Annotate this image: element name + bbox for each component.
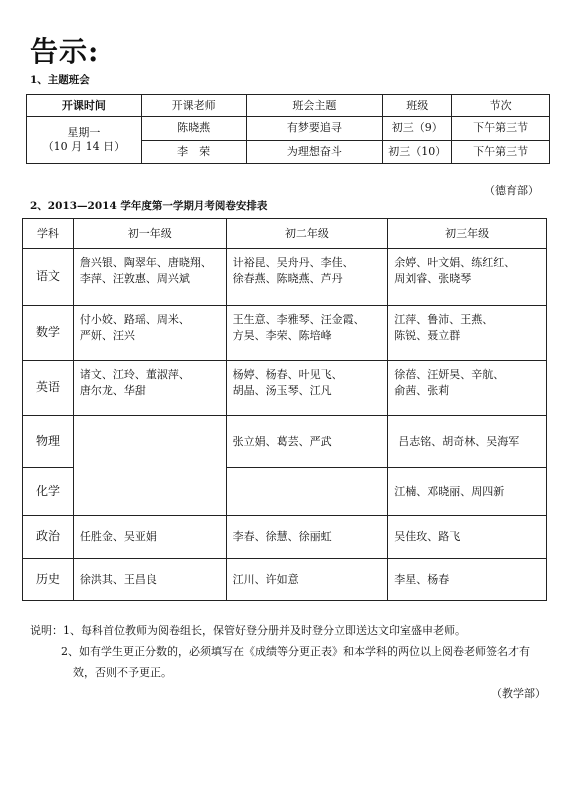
teacher-line: 俞茜、张莉 — [394, 383, 450, 397]
grading-schedule-table — [22, 218, 547, 601]
teacher-line: 李萍、汪敦惠、周兴斌 — [79, 271, 190, 285]
class-cell: 初三（10） — [383, 140, 452, 164]
grade1-cell — [73, 249, 226, 306]
header-cell: 学科 — [23, 219, 74, 249]
grade2-cell — [226, 249, 388, 306]
teacher-line: 唐尔龙、华甜 — [79, 383, 146, 397]
header-cell: 初三年级 — [388, 219, 547, 249]
header-cell: 初一年级 — [73, 219, 226, 249]
grade1-cell — [73, 306, 226, 361]
grade1-cell — [73, 361, 226, 416]
date-text: （10 月 14 日） — [42, 140, 126, 153]
subject-cell: 物理 — [23, 416, 74, 468]
teacher-line: 江萍、鲁沛、王燕、 — [394, 313, 494, 326]
note-item-continued: 效，否则不予更正。 — [73, 666, 172, 679]
time-cell — [27, 117, 142, 164]
teacher-line: 计裕昆、吴舟丹、李佳、 — [232, 256, 354, 269]
teacher-line: 周刘睿、张晓琴 — [394, 271, 472, 285]
subject-cell: 语文 — [23, 249, 74, 306]
section2-heading: 2、2013—2014 学年度第一学期月考阅卷安排表 — [30, 200, 268, 212]
teacher-line: 陈锐、聂立群 — [394, 328, 461, 342]
grade2-cell: 张立娟、葛芸、严武 — [226, 416, 388, 468]
teacher-line: 付小姣、路瑶、周米、 — [79, 313, 190, 326]
note-row — [30, 620, 550, 641]
table-header-row — [27, 95, 550, 117]
topic-cell: 为理想奋斗 — [246, 140, 383, 164]
teacher-line: 詹兴银、陶翠年、唐晓翔、 — [79, 256, 212, 269]
table-row — [27, 117, 550, 141]
grade2-cell — [226, 306, 388, 361]
moral-dept-signature: （德育部） — [484, 184, 539, 197]
teacher-cell: 陈晓燕 — [141, 117, 246, 141]
period-cell: 下午第三节 — [452, 140, 550, 164]
grade1-cell: 任胜金、吴亚娟 — [73, 516, 226, 559]
note-item: 1、每科首位教师为阅卷组长，保管好登分册并及时登分立即送达文印室盛申老师。 — [63, 624, 466, 637]
teacher-line: 徐蓓、汪妍昊、辛航、 — [394, 368, 505, 381]
grade3-cell — [388, 306, 547, 361]
notes-block — [30, 620, 550, 704]
table-row — [23, 306, 547, 361]
table-row — [23, 249, 547, 306]
grade2-cell — [226, 361, 388, 416]
teacher-line: 徐春燕、陈晓燕、芦丹 — [232, 271, 343, 285]
header-cell: 开课时间 — [27, 95, 142, 117]
table-row — [23, 416, 547, 468]
grade3-cell: 江楠、邓晓丽、周四新 — [388, 468, 547, 516]
day-text: 星期一 — [67, 126, 101, 140]
table-row — [23, 559, 547, 601]
subject-cell: 历史 — [23, 559, 74, 601]
note-item: 2、如有学生更正分数的，必须填写在《成绩等分更正表》和本学科的两位以上阅卷老师签名才有 — [61, 645, 530, 658]
teacher-line: 严妍、汪兴 — [79, 328, 135, 342]
teacher-cell: 李 荣 — [141, 140, 246, 164]
subject-cell: 政治 — [23, 516, 74, 559]
header-cell: 节次 — [452, 95, 550, 117]
notes-label: 说明： — [30, 624, 63, 637]
header-cell: 初二年级 — [226, 219, 388, 249]
class-cell: 初三（9） — [383, 117, 452, 141]
teacher-line: 方昊、李荣、陈培峰 — [232, 328, 332, 342]
grade3-cell — [388, 249, 547, 306]
grade3-cell: 李星、杨春 — [388, 559, 547, 601]
section1-heading: 1、主题班会 — [30, 74, 90, 86]
grade1-cell: 徐洪其、王昌良 — [73, 559, 226, 601]
table-row — [23, 516, 547, 559]
header-cell: 班级 — [383, 95, 452, 117]
teacher-line: 胡晶、汤玉琴、江凡 — [232, 383, 332, 397]
grade2-cell: 江川、许如意 — [226, 559, 388, 601]
subject-cell: 化学 — [23, 468, 74, 516]
period-cell: 下午第三节 — [452, 117, 550, 141]
topic-cell: 有梦要追寻 — [246, 117, 383, 141]
page-title: 告示: — [30, 35, 100, 68]
grade3-cell — [388, 361, 547, 416]
table-header-row — [23, 219, 547, 249]
teacher-line: 诸文、江玲、董淑萍、 — [79, 368, 190, 381]
grade2-cell: 李春、徐慧、徐丽虹 — [226, 516, 388, 559]
teacher-line: 余婷、叶文娟、练红红、 — [394, 256, 516, 269]
teacher-line: 王生意、李雅琴、汪金霞、 — [232, 313, 365, 326]
grade3-cell: 吕志铭、胡奇林、吴海军 — [388, 416, 547, 468]
table-row — [23, 361, 547, 416]
grade1-empty-cell — [73, 416, 226, 516]
teaching-dept-signature: （教学部） — [491, 687, 546, 700]
class-meeting-table — [26, 94, 550, 164]
subject-cell: 数学 — [23, 306, 74, 361]
header-cell: 班会主题 — [246, 95, 383, 117]
teacher-line: 杨婷、杨春、叶见飞、 — [232, 368, 343, 381]
header-cell: 开课老师 — [141, 95, 246, 117]
grade2-empty-cell — [226, 468, 388, 516]
grade3-cell: 吴佳玫、路飞 — [388, 516, 547, 559]
subject-cell: 英语 — [23, 361, 74, 416]
